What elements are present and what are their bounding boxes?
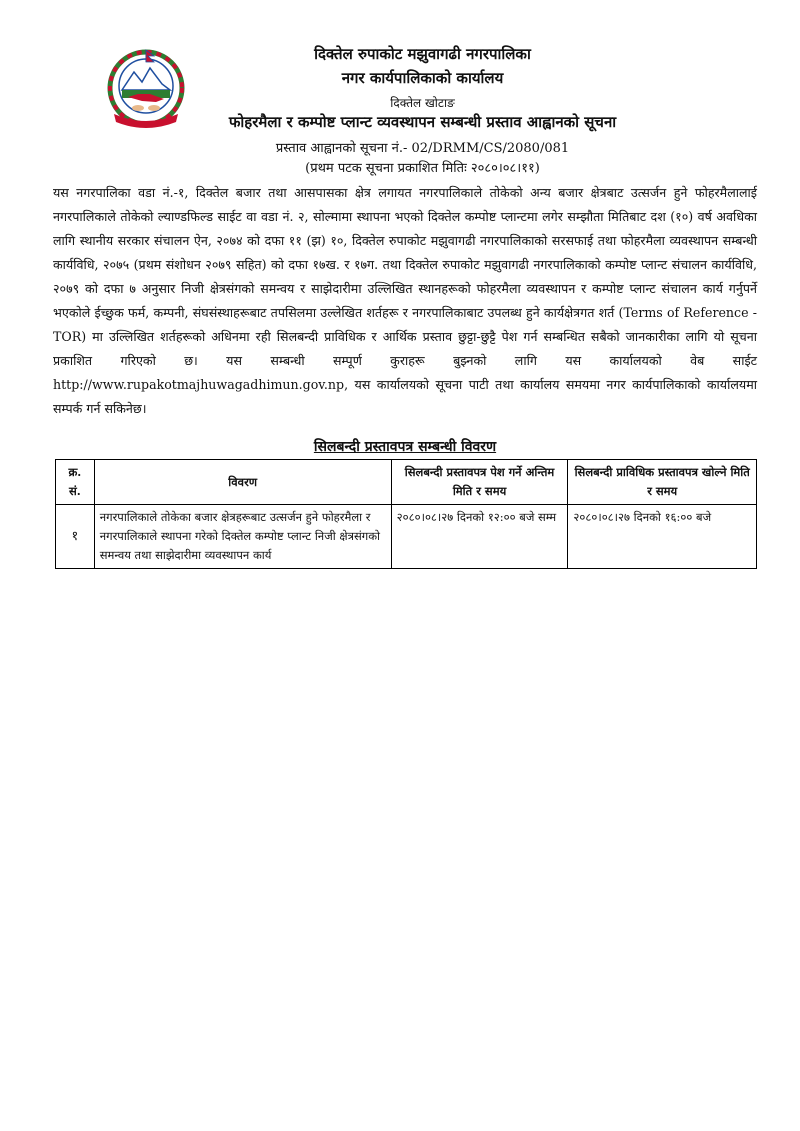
notice-body: यस नगरपालिका वडा नं.-१, दिक्तेल बजार तथा आसपासका क्षेत्र लगायत नगरपालिकाले तोकेको अन्य बजार क्षेत्रबाट उत्सर्जन हुने फोहरमैलालाई नगरपालिकाले तोकेको ल्याण्डफिल्ड साईट वा वडा नं. २, सोल्मामा स्थापना भएको दिक्तेल कम्पोष्ट प्लान्टमा लगेर सम्झौता मितिबाट दश (१०) वर्ष अवधिका लागि स्थानीय सरकार संचालन ऐन, २०७४ को दफा ११ (झ) १०, दिक्तेल रुपाकोट मझुवागढी नगरपालिकाको सरसफाई तथा फोहरमैला व्यवस्थापन सम्बन्धी कार्यविधि, २०७५ (प्रथम संशोधन २०७९ सहित) को दफा १७ख. र १७ग. तथा दिक्तेल रुपाकोट मझुवागढी नगरपालिकाको कम्पोष्ट प्लान्ट संचालन कार्यविधि, २०७९ को दफा ७ अनुसार निजी क्षेत्रसंगको समन्वय र साझेदारीमा उल्लिखित स्थानहरूको फोहरमैला व्यवस्थापन र कम्पोष्ट प्लान्ट संचालन कार्य गर्नुपर्ने भएकोले ईच्छुक फर्म, कम्पनी, संघसंस्थाहरूबाट तपसिलमा उल्लेखित शर्तहरू र नगरपालिकाबाट उपलब्ध हुने कार्यक्षेत्रगत शर्त (Terms of Reference - TOR) मा उल्लिखित शर्तहरूको अधिनमा रही सिलबन्दी प्राविधिक र आर्थिक प्रस्ताव छुट्टा-छुट्टै पेश गर्न सम्बन्धित सबैको जानकारीका लागि यो सूचना प्रकाशित गरिएको छ। यस सम्बन्धी सम्पूर्ण कुराहरू बुझ्नको लागि यस कार्यालयको वेब साईट http://www.rupakotmajhuwagadhimun.gov.np, यस कार्यालयको सूचना पाटी तथा कार्यालय समयमा नगर कार्यपालिकाको कार्यालयमा सम्पर्क गर्न सकिनेछ। [53,185,757,416]
office-location: दिक्तेल खोटाङ [390,96,455,110]
office-name: नगर कार्यपालिकाको कार्यालय [341,69,504,87]
header-description: विवरण [94,460,391,505]
nepal-government-emblem-icon [98,44,194,128]
proposal-details-table [55,459,757,569]
municipality-name: दिक्तेल रुपाकोट मझुवागढी नगरपालिका [314,45,531,63]
table-row [56,505,757,569]
row-description: नगरपालिकाले तोकेका बजार क्षेत्रहरूबाट उत्सर्जन हुने फोहरमैला र नगरपालिकाले स्थापना गरेको दिक्तेल कम्पोष्ट प्लान्ट निजी क्षेत्रसंगको समन्वय तथा साझेदारीमा व्यवस्थापन कार्य [94,505,391,569]
table-title-text: सिलबन्दी प्रस्तावपत्र सम्बन्धी विवरण [313,439,497,455]
row-serial-number: १ [56,505,95,569]
header-serial-number: क्र. सं. [56,460,95,505]
header-submission-deadline: सिलबन्दी प्रस्तावपत्र पेश गर्ने अन्तिम मिति र समय [391,460,568,505]
notice-title: फोहरमैला र कम्पोष्ट प्लान्ट व्यवस्थापन सम्बन्धी प्रस्ताव आह्वानको सूचना [228,113,617,131]
notice-number: प्रस्ताव आह्वानको सूचना नं.- 02/DRMM/CS/2080/081 [275,141,570,156]
publish-date: (प्रथम पटक सूचना प्रकाशित मितिः २०८०।०८।११) [305,161,540,176]
table-title [53,437,757,456]
row-submission-deadline: २०८०।०८।२७ दिनको १२:०० बजे सम्म [391,505,568,569]
table-header-row [56,460,757,505]
row-opening-date: २०८०।०८।२७ दिनको १६:०० बजे [568,505,757,569]
header-opening-date: सिलबन्दी प्राविधिक प्रस्तावपत्र खोल्ने मिति र समय [568,460,757,505]
